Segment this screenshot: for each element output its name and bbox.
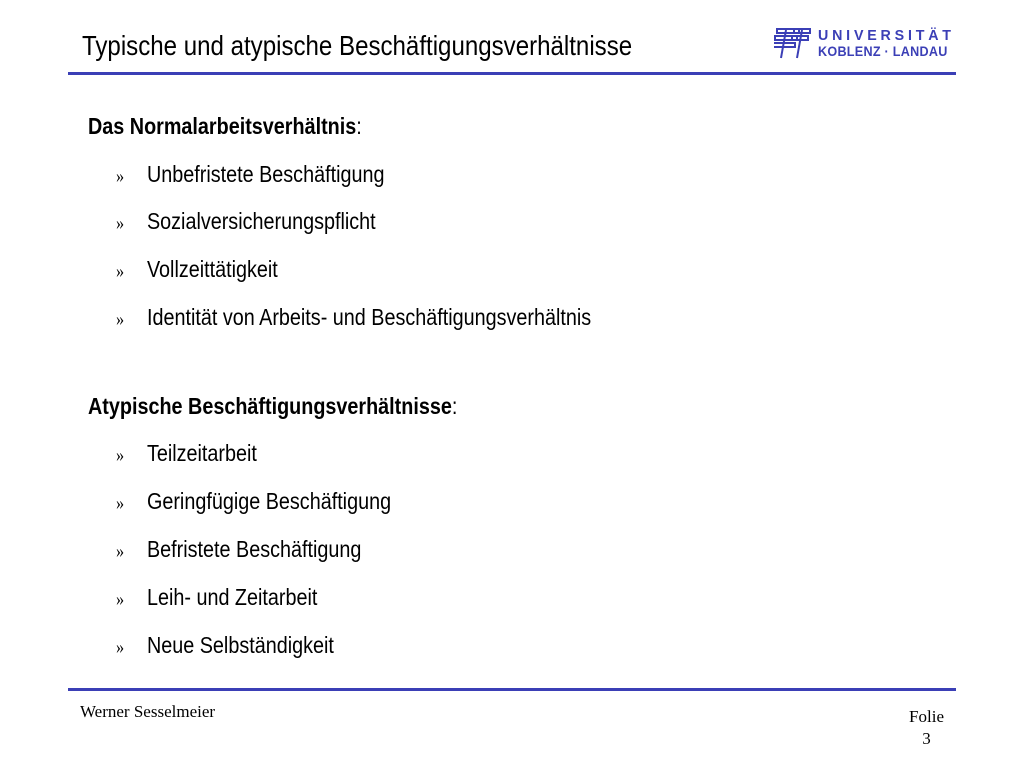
section-heading-text: Atypische Beschäftigungsverhältnisse bbox=[88, 393, 452, 419]
bullet-icon: » bbox=[116, 445, 125, 466]
section-heading-colon: : bbox=[451, 393, 458, 419]
bullet-icon: » bbox=[116, 309, 125, 330]
university-logo-mark-icon bbox=[774, 26, 814, 60]
bullet-icon: » bbox=[116, 541, 125, 562]
section-heading-text: Das Normalarbeitsverhältnis bbox=[88, 113, 357, 139]
list-item bbox=[116, 206, 376, 236]
logo-location-text: KOBLENZ · LANDAU bbox=[818, 43, 948, 59]
footer-author: Werner Sesselmeier bbox=[80, 702, 216, 721]
list-item-label: Geringfügige Beschäftigung bbox=[146, 488, 392, 514]
slide-number-value: 3 bbox=[922, 729, 931, 748]
list-item bbox=[116, 486, 391, 516]
slide-number-label: Folie bbox=[909, 707, 944, 726]
list-item bbox=[116, 582, 317, 612]
logo-university-text: UNIVERSITÄT bbox=[818, 27, 955, 44]
section-heading-colon: : bbox=[356, 113, 362, 139]
list-item-label: Befristete Beschäftigung bbox=[146, 536, 362, 562]
section-heading-normalarbeit bbox=[88, 111, 362, 141]
list-item-label: Leih- und Zeitarbeit bbox=[146, 584, 318, 610]
slide-title: Typische und atypische Beschäftigungsverhältnisse bbox=[82, 30, 633, 61]
slide-number bbox=[909, 706, 944, 750]
list-item bbox=[116, 159, 384, 189]
list-item-label: Unbefristete Beschäftigung bbox=[146, 161, 385, 187]
list-item-label: Sozialversicherungspflicht bbox=[146, 208, 376, 234]
bullet-icon: » bbox=[116, 637, 125, 658]
university-logo bbox=[774, 26, 956, 66]
list-item bbox=[116, 630, 334, 660]
footer-divider bbox=[68, 688, 956, 691]
header-divider bbox=[68, 72, 956, 75]
list-item-label: Identität von Arbeits- und Beschäftigungsverhältnis bbox=[146, 304, 592, 330]
section-heading-atypisch bbox=[88, 391, 457, 421]
bullet-icon: » bbox=[116, 493, 125, 514]
list-item bbox=[116, 302, 591, 332]
list-item-label: Neue Selbständigkeit bbox=[146, 632, 334, 658]
list-item bbox=[116, 438, 257, 468]
list-item-label: Teilzeitarbeit bbox=[146, 440, 257, 466]
bullet-icon: » bbox=[116, 213, 125, 234]
list-item-label: Vollzeittätigkeit bbox=[146, 256, 278, 282]
bullet-icon: » bbox=[116, 166, 125, 187]
bullet-icon: » bbox=[116, 589, 125, 610]
list-item bbox=[116, 254, 278, 284]
list-item bbox=[116, 534, 361, 564]
bullet-icon: » bbox=[116, 261, 125, 282]
